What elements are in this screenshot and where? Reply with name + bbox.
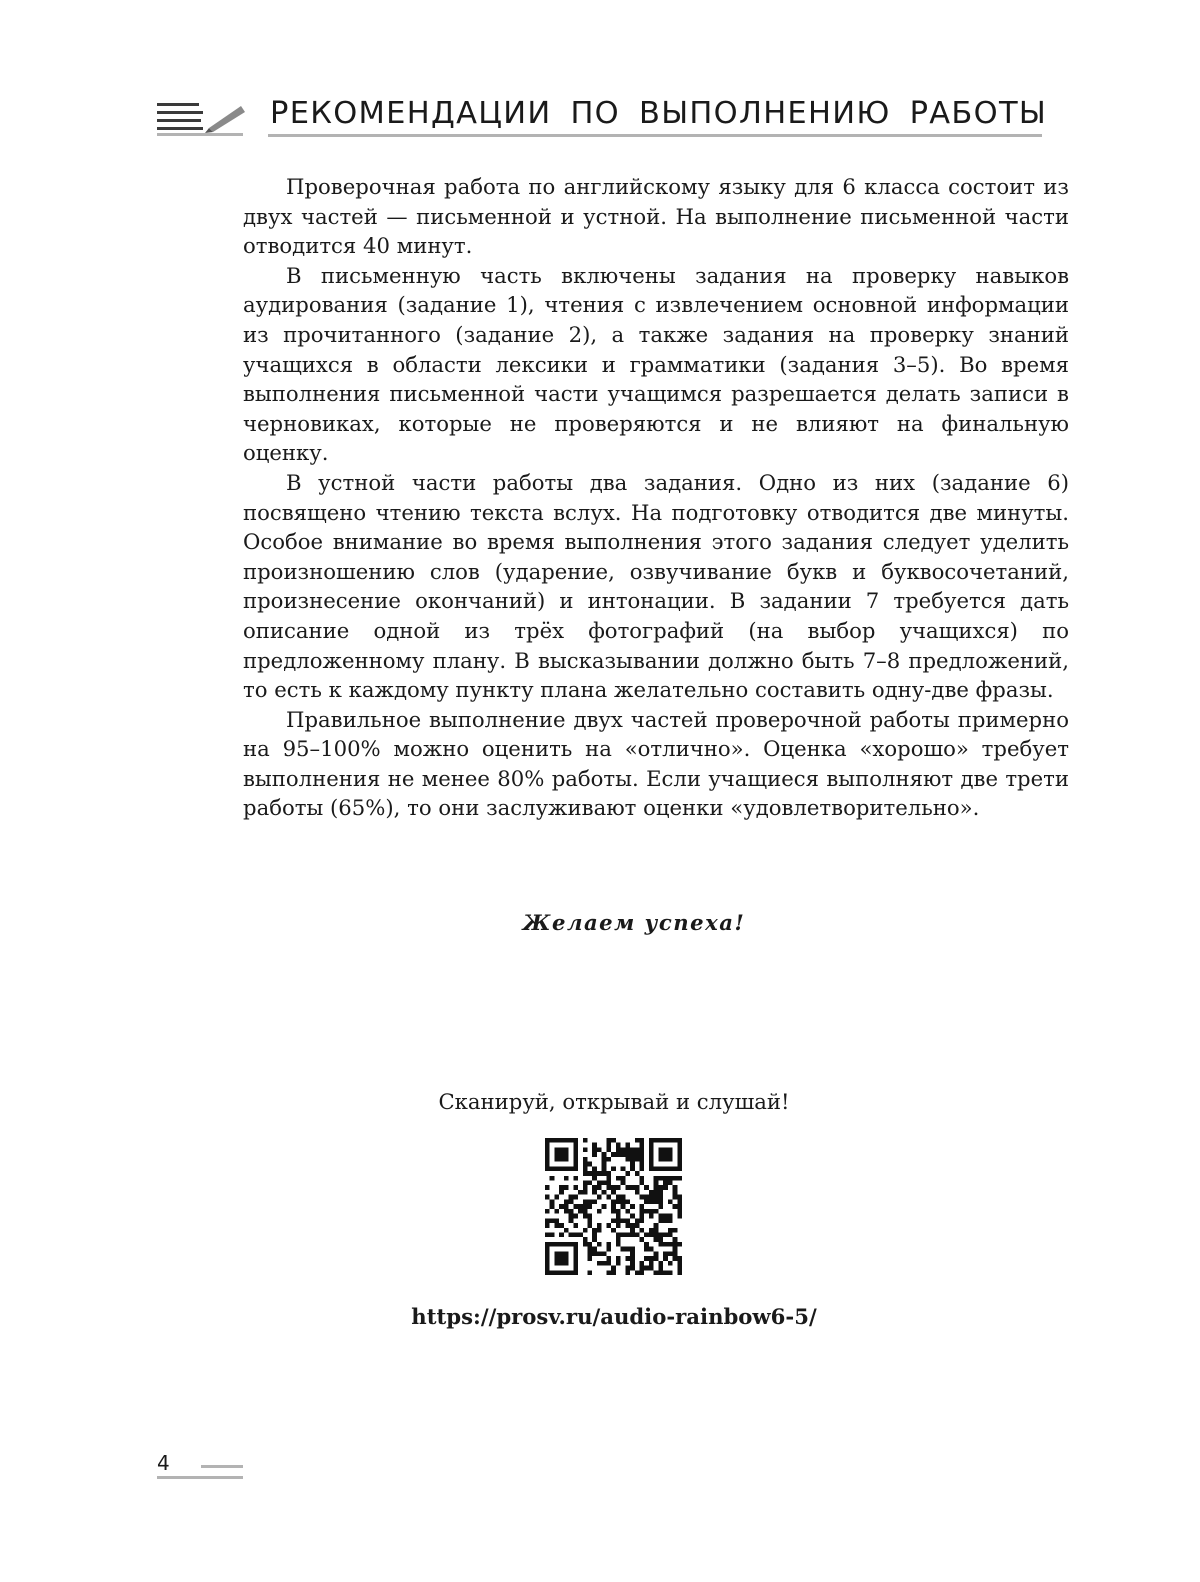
footer-rule bbox=[201, 1465, 243, 1468]
footer-rule bbox=[157, 1476, 243, 1479]
audio-url-link[interactable]: https://prosv.ru/audio-rainbow6-5/ bbox=[411, 1304, 817, 1329]
header-underline-left bbox=[157, 133, 243, 136]
qr-code-icon[interactable] bbox=[545, 1138, 682, 1275]
page-number: 4 bbox=[157, 1451, 170, 1475]
pencil-icon bbox=[203, 98, 247, 134]
header-lines-icon bbox=[157, 103, 203, 137]
good-luck-wish: Желаем успеха! bbox=[522, 910, 746, 935]
scan-prompt: Сканируй, открывай и слушай! bbox=[438, 1089, 790, 1114]
paragraph: Проверочная работа по английскому языку для 6 класса состоит из двух частей — письменной и устной. На выполнение письменной части отводится 40 минут. bbox=[243, 174, 1069, 259]
paragraph: В устной части работы два задания. Одно из них (задание 6) посвящено чтению текста вслух. На подготовку отводится две минуты. Особое внимание во время выполнения этого задания следует уделить произношению слов (ударение, озвучивание букв и буквосочетаний, произнесение окончаний) и интонации. В задании 7 требуется дать описание одной из трёх фотографий (на выбор учащихся) по предложенному плану. В высказывании должно быть 7–8 предложений, то есть к каждому пункту плана желательно составить одну-две фразы. bbox=[243, 469, 1069, 703]
paragraph: Правильное выполнение двух частей проверочной работы примерно на 95–100% можно оценить на «отлично». Оценка «хорошо» требует выполнения не менее 80% работы. Если учащиеся выполняют две трети работы (65%), то они заслуживают оценки «удовлетворительно». bbox=[243, 706, 1069, 821]
page-title: РЕКОМЕНДАЦИИ ПО ВЫПОЛНЕНИЮ РАБОТЫ bbox=[270, 96, 1048, 131]
header-underline-right bbox=[268, 134, 1042, 137]
paragraph: В письменную часть включены задания на проверку навыков аудирования (задание 1), чтения с извлечением основной информации из прочитанного (задание 2), а также задания на проверку знаний учащихся в области лексики и грамматики (задания 3–5). Во время выполнения письменной части учащимся разрешается делать записи в черновиках, которые не проверяются и не влияют на финальную оценку. bbox=[243, 262, 1069, 466]
instructions-body bbox=[243, 172, 1069, 823]
